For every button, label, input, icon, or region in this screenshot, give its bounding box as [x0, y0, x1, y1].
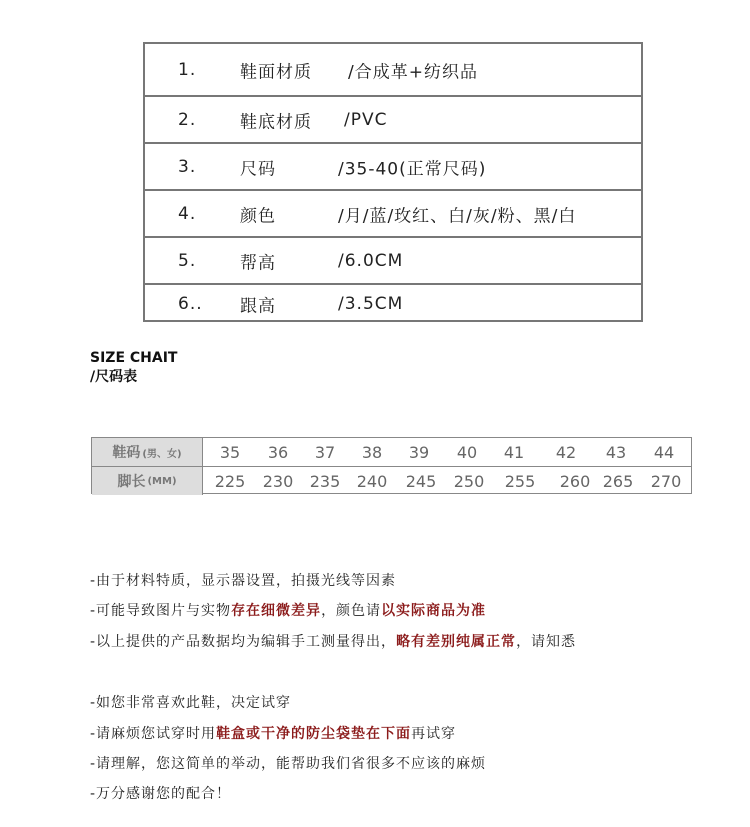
note-line [90, 783, 231, 803]
length-cell: 250 [453, 471, 485, 491]
length-cell: 225 [214, 471, 246, 491]
note-text: ，请知悉 [516, 634, 577, 650]
shoe-size-label: 鞋码 [112, 445, 141, 461]
shoe-size-header [92, 438, 203, 466]
spec-row [145, 283, 641, 322]
length-cell: 265 [602, 471, 634, 491]
size-cell: 39 [408, 442, 430, 462]
size-chart-subtitle: /尺码表 [90, 369, 138, 385]
size-cell: 42 [555, 442, 577, 462]
note-text: -可能导致图片与实物 [90, 603, 232, 619]
size-cell: 37 [314, 442, 336, 462]
length-cell: 240 [356, 471, 388, 491]
spec-number: 4. [178, 203, 197, 224]
spec-row [145, 44, 641, 95]
note-line [90, 753, 486, 773]
spec-label: 跟高 [240, 296, 276, 316]
size-table [91, 437, 692, 494]
note-line [90, 723, 456, 743]
size-cell: 40 [456, 442, 478, 462]
spec-number: 5. [178, 250, 197, 271]
spec-row [145, 189, 641, 236]
note-text: -由于材料特质，显示器设置，拍摄光线等因素 [90, 573, 397, 589]
size-cell: 43 [605, 442, 627, 462]
length-cell: 260 [559, 471, 591, 491]
shoe-size-sub: (男、女) [142, 448, 182, 460]
length-cell: 255 [504, 471, 536, 491]
spec-value: /35-40(正常尺码) [338, 159, 487, 179]
shoe-size-row [92, 438, 691, 466]
size-cell: 41 [503, 442, 525, 462]
spec-label: 鞋面材质 [240, 62, 312, 82]
note-text: -请理解，您这简单的举动，能帮助我们省很多不应该的麻烦 [90, 756, 487, 772]
spec-table [143, 42, 643, 322]
spec-row [145, 236, 641, 283]
spec-value: /3.5CM [338, 293, 404, 314]
foot-length-row [92, 466, 691, 495]
note-line [90, 570, 396, 590]
note-line [90, 631, 576, 651]
note-highlight: 以实际商品为准 [381, 603, 487, 619]
size-cell: 44 [653, 442, 675, 462]
size-chart-title: SIZE CHAIT [90, 350, 178, 366]
note-text: -如您非常喜欢此鞋，决定试穿 [90, 695, 292, 711]
note-text: -请麻烦您试穿时用 [90, 726, 217, 742]
note-line [90, 692, 291, 712]
note-line [90, 600, 486, 620]
spec-number: 1. [178, 59, 197, 80]
spec-value: /合成革+纺织品 [348, 62, 478, 82]
spec-number: 2. [178, 109, 197, 130]
foot-length-label: 脚长 [117, 474, 146, 490]
note-highlight: 略有差别纯属正常 [396, 634, 517, 650]
size-chart-heading [90, 349, 177, 387]
spec-label: 鞋底材质 [240, 112, 312, 132]
spec-label: 帮高 [240, 253, 276, 273]
note-text: ，颜色请 [321, 603, 382, 619]
note-text: -以上提供的产品数据均为编辑手工测量得出， [90, 634, 397, 650]
length-cell: 245 [405, 471, 437, 491]
spec-value: /6.0CM [338, 250, 404, 271]
spec-label: 颜色 [240, 206, 276, 226]
spec-value: /PVC [344, 109, 388, 130]
spec-number: 6.. [178, 293, 203, 314]
note-highlight: 鞋盒或干净的防尘袋垫在下面 [216, 726, 412, 742]
spec-row [145, 142, 641, 189]
note-highlight: 存在细微差异 [231, 603, 322, 619]
spec-value: /月/蓝/玫红、白/灰/粉、黑/白 [338, 206, 577, 226]
spec-row [145, 95, 641, 142]
length-cell: 230 [262, 471, 294, 491]
size-cell: 35 [219, 442, 241, 462]
length-cell: 270 [650, 471, 682, 491]
spec-number: 3. [178, 156, 197, 177]
spec-label: 尺码 [240, 159, 276, 179]
size-cell: 36 [267, 442, 289, 462]
note-text: 再试穿 [411, 726, 457, 742]
size-cell: 38 [361, 442, 383, 462]
foot-length-sub: (MM) [147, 475, 177, 487]
foot-length-header [92, 467, 203, 495]
note-text: -万分感谢您的配合！ [90, 786, 232, 802]
length-cell: 235 [309, 471, 341, 491]
